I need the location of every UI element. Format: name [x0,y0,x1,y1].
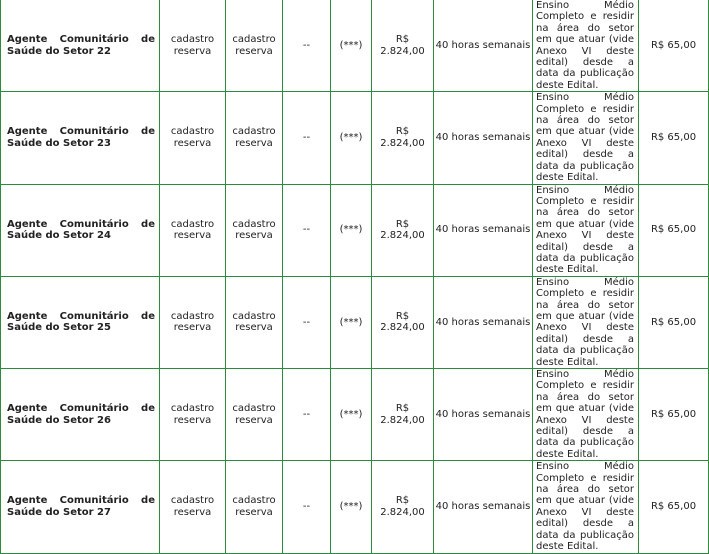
requirements-text: Ensino Médio Completo e residir na área do setor em que atuar (vide Anexo VI deste edital) desde a data da publicação deste Edital. [536,369,634,460]
vagas-cell: cadastro reserva [160,369,226,461]
requirements-text: Ensino Médio Completo e residir na área do setor em que atuar (vide Anexo VI deste edital) desde a data da publicação deste Edital. [536,276,634,368]
vagas-pcd-cell: cadastro reserva [226,276,283,368]
vagas-cell: cadastro reserva [160,0,226,92]
workload-cell: 40 horas semanais [434,461,533,553]
vagas-cell: cadastro reserva [160,92,226,184]
table-row [1,92,709,184]
table-row [1,276,709,368]
vagas-pcd-cell: cadastro reserva [226,184,283,276]
requirements-cell [533,461,639,553]
table-row [1,0,709,92]
vagas-cell: cadastro reserva [160,184,226,276]
salary-cell: R$ 2.824,00 [372,369,434,461]
vagas-pcd-cell: cadastro reserva [226,92,283,184]
asterisk-note-cell: (***) [331,184,372,276]
asterisk-note-cell: (***) [331,276,372,368]
asterisk-note-cell: (***) [331,461,372,553]
dash-cell: -- [283,184,331,276]
table-row [1,461,709,553]
requirements-cell [533,276,639,368]
requirements-text: Ensino Médio Completo e residir na área do setor em que atuar (vide Anexo VI deste edital) desde a data da publicação deste Edital. [536,461,634,553]
table-row [1,369,709,461]
requirements-text: Ensino Médio Completo e residir na área do setor em que atuar (vide Anexo VI deste edital) desde a data da publicação deste Edital. [536,0,634,91]
dash-cell: -- [283,276,331,368]
cargo-cell: Agente Comunitário de Saúde do Setor 22 [1,0,160,92]
salary-cell: R$ 2.824,00 [372,184,434,276]
salary-cell: R$ 2.824,00 [372,0,434,92]
workload-cell: 40 horas semanais [434,0,533,92]
requirements-cell [533,369,639,461]
workload-cell: 40 horas semanais [434,184,533,276]
requirements-text: Ensino Médio Completo e residir na área do setor em que atuar (vide Anexo VI deste edital) desde a data da publicação deste Edital. [536,92,634,184]
fee-cell: R$ 65,00 [639,276,709,368]
asterisk-note-cell: (***) [331,92,372,184]
fee-cell: R$ 65,00 [639,369,709,461]
workload-cell: 40 horas semanais [434,92,533,184]
dash-cell: -- [283,461,331,553]
requirements-cell [533,184,639,276]
salary-cell: R$ 2.824,00 [372,276,434,368]
cargo-cell: Agente Comunitário de Saúde do Setor 24 [1,184,160,276]
vagas-pcd-cell: cadastro reserva [226,369,283,461]
vagas-pcd-cell: cadastro reserva [226,461,283,553]
fee-cell: R$ 65,00 [639,92,709,184]
asterisk-note-cell: (***) [331,0,372,92]
cargo-cell: Agente Comunitário de Saúde do Setor 26 [1,369,160,461]
salary-cell: R$ 2.824,00 [372,461,434,553]
table-row [1,184,709,276]
asterisk-note-cell: (***) [331,369,372,461]
fee-cell: R$ 65,00 [639,184,709,276]
dash-cell: -- [283,369,331,461]
requirements-cell [533,92,639,184]
salary-cell: R$ 2.824,00 [372,92,434,184]
dash-cell: -- [283,0,331,92]
vagas-cell: cadastro reserva [160,461,226,553]
cargo-cell: Agente Comunitário de Saúde do Setor 23 [1,92,160,184]
cargo-cell: Agente Comunitário de Saúde do Setor 25 [1,276,160,368]
fee-cell: R$ 65,00 [639,461,709,553]
table-body [1,0,709,553]
vagas-cell: cadastro reserva [160,276,226,368]
vagas-pcd-cell: cadastro reserva [226,0,283,92]
workload-cell: 40 horas semanais [434,276,533,368]
dash-cell: -- [283,92,331,184]
cargo-cell: Agente Comunitário de Saúde do Setor 27 [1,461,160,553]
workload-cell: 40 horas semanais [434,369,533,461]
requirements-cell [533,0,639,92]
fee-cell: R$ 65,00 [639,0,709,92]
requirements-text: Ensino Médio Completo e residir na área do setor em que atuar (vide Anexo VI deste edital) desde a data da publicação deste Edital. [536,184,634,276]
